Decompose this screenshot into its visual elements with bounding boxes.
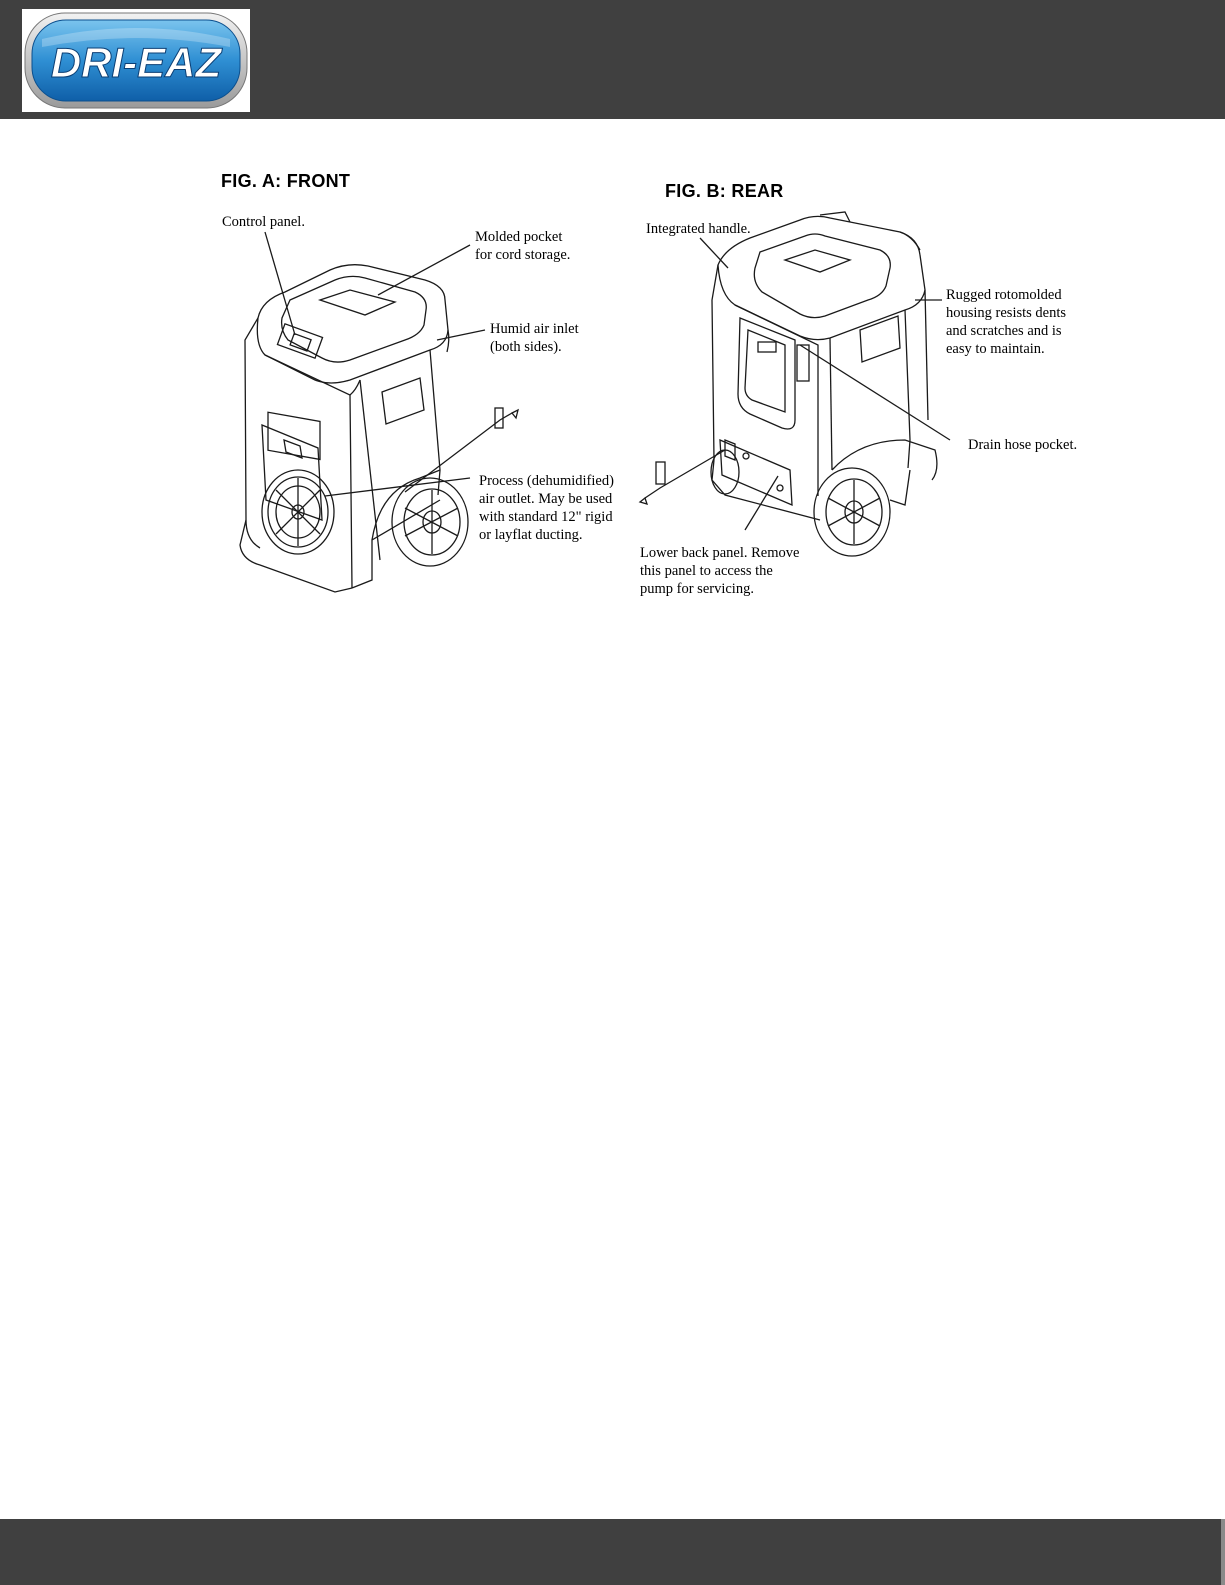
callout-line: Control panel. — [222, 214, 305, 230]
front-unit-drawing — [240, 265, 518, 592]
callout-line: Process (dehumidified) — [479, 473, 614, 489]
fig-a-title: FIG. A: FRONT — [221, 171, 351, 191]
fig-b-title: FIG. B: REAR — [665, 181, 784, 201]
callout-line: Integrated handle. — [646, 221, 751, 237]
callout-rugged-housing — [946, 286, 1066, 358]
logo-text: DRI-EAZ — [50, 39, 222, 86]
footer-edge — [1221, 1519, 1225, 1585]
callout-line: Molded pocket — [475, 229, 563, 245]
callout-line: Rugged rotomolded — [946, 287, 1062, 303]
callout-line: Humid air inlet — [490, 321, 579, 337]
front-leader-lines — [265, 232, 485, 496]
callout-line: air outlet. May be used — [479, 491, 613, 507]
footer-bar — [0, 1519, 1225, 1585]
callout-line: housing resists dents — [946, 305, 1067, 321]
rear-unit-drawing — [640, 212, 937, 556]
callout-humid-air-inlet — [490, 320, 579, 356]
callout-line: Drain hose pocket. — [968, 437, 1078, 453]
callout-lower-back-panel — [640, 544, 799, 598]
callout-line: this panel to access the — [640, 563, 773, 579]
dri-eaz-logo — [22, 9, 250, 112]
header-bar — [0, 0, 1225, 119]
callout-line: and scratches and is — [946, 323, 1062, 339]
rear-leader-lines — [700, 238, 950, 530]
callout-integrated-handle — [646, 220, 751, 238]
callout-molded-pocket — [475, 228, 570, 264]
callout-line: Lower back panel. Remove — [640, 545, 800, 561]
callout-line: or layflat ducting. — [479, 527, 583, 543]
callout-control-panel — [222, 213, 305, 231]
callout-line: with standard 12" rigid — [479, 509, 613, 525]
callout-drain-hose-pocket — [968, 436, 1077, 454]
logo-badge-icon — [22, 9, 250, 112]
callout-line: easy to maintain. — [946, 341, 1045, 357]
callout-process-air-outlet — [479, 472, 614, 544]
callout-line: pump for servicing. — [640, 581, 754, 597]
callout-line: for cord storage. — [475, 247, 571, 263]
callout-line: (both sides). — [490, 339, 562, 355]
